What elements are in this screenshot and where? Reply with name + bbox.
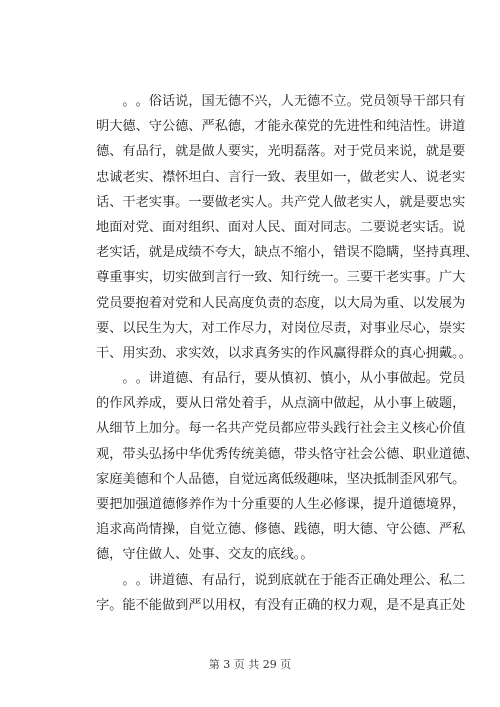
- text-line: 话 、 干 老 实 事 。 一 要 做 老 实 人 。 共 产 党 人 做 老 实 人 ， 就 是 要 忠 实: [96, 194, 466, 210]
- text-line: 的 作 风 养 成 ， 要 从 日 常 处 着 手 ， 从 点 滴 中 做 起 ， 从 小 事 上 破 题 ，: [96, 396, 466, 412]
- text-line: 要 把 加 强 道 德 修 养 作 为 十 分 重 要 的 人 生 必 修 课 ， 提 升 道 德 境 界 ，: [96, 497, 466, 512]
- text-line: 干、用实劲、求实效，以求真务实的作风赢得群众的真心拥戴。。: [96, 345, 472, 361]
- text-line: 。 。 俗 话 说 ， 国 无 德 不 兴 ， 人 无 德 不 立 。 党 员 领 导 干 部 只 有: [122, 94, 466, 109]
- text-line: 要 、 以 民 生 为 大 ， 对 工 作 尽 力 ， 对 岗 位 尽 责 ， 对 事 业 尽 心 ， 崇 实: [96, 320, 466, 336]
- text-line: 。 。 讲 道 德 、 有 品 行 ， 说 到 底 就 在 于 能 否 正 确 处 理 公 、 私 二: [122, 572, 466, 588]
- text-line: 观 ， 带 头 弘 扬 中 华 优 秀 传 统 美 德 ， 带 头 恪 守 社 会 公 德 、 职 业 道 德 、: [96, 446, 479, 462]
- text-line: 明 大 德 、 守 公 德 、 严 私 德 ， 才 能 永 葆 党 的 先 进 性 和 纯 洁 性 。 讲 道: [96, 119, 466, 135]
- text-line: 尊 重 事 实 ， 切 实 做 到 言 行 一 致 、 知 行 统 一 。 三 要 干 老 实 事 。 广 大: [96, 270, 466, 286]
- text-line: 追 求 高 尚 情 操 ， 自 觉 立 德 、 修 德 、 践 德 ， 明 大 德 、 守 公 德 、 严 私: [96, 522, 466, 538]
- text-line: 德，守住做人、处事、交友的底线。。: [96, 547, 314, 563]
- text-line: 字 。 能 不 能 做 到 严 以 用 权 ， 有 没 有 正 确 的 权 力 观 ， 是 不 是 真 正 处: [96, 597, 466, 613]
- text-line: 家 庭 美 德 和 个 人 品 德 ， 自 觉 远 离 低 级 趣 味 ， 坚 决 抵 制 歪 风 邪 气 。: [96, 471, 466, 487]
- text-line: 地 面 对 党 、 面 对 组 织 、 面 对 人 民 、 面 对 同 志 。 二 要 说 老 实 话 。 说: [96, 219, 466, 235]
- text-line: 忠 诚 老 实 、 襟 怀 坦 白 、 言 行 一 致 、 表 里 如 一 ， 做 老 实 人 、 说 老 实: [96, 169, 466, 185]
- text-line: 。 。 讲 道 德 、 有 品 行 ， 要 从 慎 初 、 慎 小 ， 从 小 事 做 起 。 党 员: [122, 371, 466, 387]
- page-footer: 第 3 页 共 29 页: [208, 658, 292, 671]
- text-line: 德 、 有 品 行 ， 就 是 做 人 要 实 ， 光 明 磊 落 。 对 于 党 员 来 说 ， 就 是 要: [96, 144, 466, 160]
- text-line: 从 细 节 上 加 分 。 每 一 名 共 产 党 员 都 应 带 头 践 行 社 会 主 义 核 心 价 值: [96, 421, 466, 437]
- text-line: 老 实 话 ， 就 是 成 绩 不 夸 大 ， 缺 点 不 缩 小 ， 错 误 不 隐 瞒 ， 坚 持 真 理 、: [96, 245, 479, 261]
- document-body: [96, 89, 479, 618]
- text-line: 党 员 要 抱 着 对 党 和 人 民 高 度 负 责 的 态 度 ， 以 大 局 为 重 、 以 发 展 为: [96, 295, 466, 311]
